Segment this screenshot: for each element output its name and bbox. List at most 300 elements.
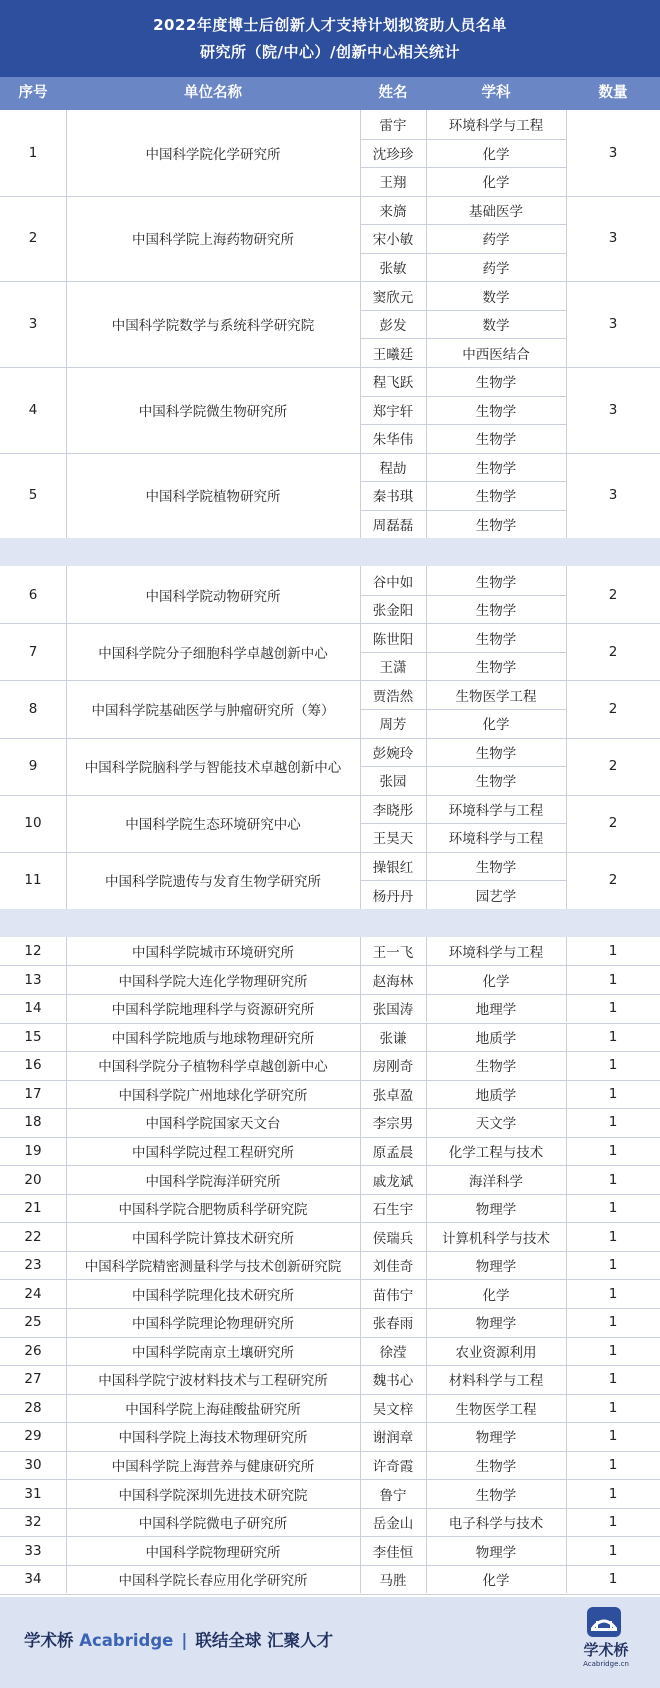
column-divider (566, 1365, 567, 1394)
column-divider (360, 680, 361, 737)
column-divider (66, 795, 67, 852)
column-divider (66, 1365, 67, 1394)
unit-name: 中国科学院植物研究所 (145, 489, 281, 506)
column-divider (426, 1165, 427, 1194)
column-divider (66, 1051, 67, 1080)
unit-name: 中国科学院物理研究所 (145, 1544, 281, 1561)
unit-name: 中国科学院国家天文台 (145, 1116, 281, 1133)
person-field: 生物学 (475, 603, 517, 620)
person-name: 刘佳奇 (372, 1259, 414, 1276)
column-divider (360, 1080, 361, 1109)
person-field: 生物学 (475, 375, 517, 392)
person-name: 马胜 (379, 1573, 407, 1590)
column-divider (66, 1023, 67, 1052)
person-field: 化学 (482, 146, 510, 163)
column-divider (426, 1222, 427, 1251)
unit-number: 5 (28, 487, 38, 504)
unit-number: 7 (28, 643, 38, 660)
person-field: 电子科学与技术 (448, 1516, 544, 1533)
column-divider (426, 1565, 427, 1594)
person-name: 鲁宁 (379, 1487, 407, 1504)
column-divider (66, 110, 67, 196)
column-divider (360, 1165, 361, 1194)
column-divider (426, 453, 427, 539)
person-name: 戚龙斌 (372, 1173, 414, 1190)
person-field: 地理学 (475, 1002, 517, 1019)
footer-tagline: 联结全球 汇聚人才 (195, 1631, 334, 1650)
column-divider (360, 196, 361, 282)
unit-number: 27 (24, 1371, 42, 1388)
person-field: 生物医学工程 (455, 1401, 537, 1418)
column-divider (360, 1536, 361, 1565)
column-divider (426, 1394, 427, 1423)
unit-name: 中国科学院化学研究所 (145, 146, 281, 163)
column-divider (360, 795, 361, 852)
unit-count: 1 (608, 1457, 618, 1474)
group-separator (0, 909, 660, 937)
column-divider (426, 1279, 427, 1308)
column-divider (360, 281, 361, 367)
unit-name: 中国科学院南京土壤研究所 (132, 1344, 294, 1361)
column-divider (360, 1137, 361, 1166)
brand-name-en: Acabridge (79, 1631, 174, 1650)
column-divider (566, 196, 567, 282)
person-name: 许奇霞 (372, 1459, 414, 1476)
person-name: 程飞跃 (372, 375, 414, 392)
person-name: 魏书心 (372, 1373, 414, 1390)
column-divider (426, 1308, 427, 1337)
column-divider (566, 1422, 567, 1451)
brand-separator: | (181, 1631, 188, 1650)
row-divider (360, 709, 566, 710)
logo-text: 学术桥 (583, 1641, 629, 1659)
unit-number: 31 (24, 1485, 42, 1502)
column-divider (66, 1337, 67, 1366)
unit-number: 30 (24, 1457, 42, 1474)
person-field: 生物学 (475, 574, 517, 591)
person-name: 程劼 (379, 460, 407, 477)
column-divider (566, 1308, 567, 1337)
person-field: 材料科学与工程 (448, 1373, 544, 1390)
person-field: 生物学 (475, 489, 517, 506)
column-divider (566, 1337, 567, 1366)
column-header-unit: 单位名称 (184, 85, 242, 101)
column-divider (66, 994, 67, 1023)
unit-count: 2 (608, 586, 618, 603)
person-field: 数学 (482, 318, 510, 335)
column-divider (566, 1251, 567, 1280)
column-divider (426, 1479, 427, 1508)
person-name: 沈珍珍 (372, 146, 414, 163)
unit-name: 中国科学院上海药物研究所 (132, 232, 294, 249)
row-divider (360, 253, 566, 254)
person-name: 秦书琪 (372, 489, 414, 506)
person-field: 生物学 (475, 517, 517, 534)
person-field: 生物学 (475, 745, 517, 762)
row-divider (360, 481, 566, 482)
unit-name: 中国科学院生态环境研究中心 (125, 817, 301, 834)
unit-name: 中国科学院大连化学物理研究所 (118, 973, 308, 990)
unit-number: 33 (24, 1542, 42, 1559)
column-divider (66, 1508, 67, 1537)
title-banner (0, 0, 660, 77)
person-field: 化学 (482, 717, 510, 734)
column-header-no: 序号 (18, 85, 48, 101)
column-divider (66, 196, 67, 282)
person-name: 石生宇 (372, 1202, 414, 1219)
unit-name: 中国科学院理化技术研究所 (132, 1287, 294, 1304)
person-field: 生物学 (475, 774, 517, 791)
row-divider (360, 766, 566, 767)
row-divider (360, 823, 566, 824)
column-divider (426, 1080, 427, 1109)
unit-number: 17 (24, 1085, 42, 1102)
person-name: 侯瑞兵 (372, 1230, 414, 1247)
column-divider (66, 453, 67, 539)
unit-count: 2 (608, 643, 618, 660)
column-divider (360, 1023, 361, 1052)
column-divider (426, 367, 427, 453)
row-divider (360, 652, 566, 653)
unit-name: 中国科学院合肥物质科学研究院 (118, 1202, 308, 1219)
unit-count: 1 (608, 1542, 618, 1559)
column-divider (66, 281, 67, 367)
unit-number: 23 (24, 1257, 42, 1274)
unit-count: 1 (608, 1171, 618, 1188)
column-divider (66, 1451, 67, 1480)
column-divider (566, 852, 567, 909)
row-divider (360, 595, 566, 596)
column-divider (360, 1194, 361, 1223)
person-name: 操银红 (372, 860, 414, 877)
unit-number: 12 (24, 943, 42, 960)
column-divider (426, 1108, 427, 1137)
person-name: 朱华伟 (372, 432, 414, 449)
column-divider (66, 1308, 67, 1337)
column-divider (566, 1279, 567, 1308)
column-divider (66, 937, 67, 966)
person-name: 张金阳 (372, 603, 414, 620)
data-table (0, 110, 660, 1597)
column-divider (566, 1479, 567, 1508)
column-divider (566, 1023, 567, 1052)
column-divider (66, 1565, 67, 1594)
column-divider (426, 1451, 427, 1480)
column-divider (66, 852, 67, 909)
logo-url: Acabridge.cn (583, 1660, 629, 1668)
person-name: 张国涛 (372, 1002, 414, 1019)
person-name: 原孟晨 (372, 1144, 414, 1161)
unit-count: 2 (608, 872, 618, 889)
unit-number: 6 (28, 586, 38, 603)
footer-bar (0, 1597, 660, 1688)
person-field: 农业资源利用 (455, 1344, 537, 1361)
unit-number: 15 (24, 1028, 42, 1045)
unit-number: 18 (24, 1114, 42, 1131)
column-divider (566, 367, 567, 453)
acabridge-logo (574, 1607, 644, 1681)
person-name: 赵海林 (372, 973, 414, 990)
unit-number: 9 (28, 758, 38, 775)
column-divider (566, 110, 567, 196)
person-field: 环境科学与工程 (448, 802, 544, 819)
person-name: 岳金山 (372, 1516, 414, 1533)
column-header-count: 数量 (598, 85, 628, 101)
column-divider (66, 1251, 67, 1280)
unit-number: 19 (24, 1142, 42, 1159)
unit-name: 中国科学院上海硅酸盐研究所 (125, 1401, 301, 1418)
footer-slogan (24, 1627, 333, 1651)
unit-count: 1 (608, 943, 618, 960)
unit-count: 1 (608, 1000, 618, 1017)
person-field: 海洋科学 (469, 1173, 523, 1190)
person-field: 生物学 (475, 1487, 517, 1504)
unit-count: 3 (608, 487, 618, 504)
unit-count: 1 (608, 1371, 618, 1388)
column-divider (66, 1394, 67, 1423)
column-divider (566, 994, 567, 1023)
unit-number: 14 (24, 1000, 42, 1017)
unit-number: 34 (24, 1571, 42, 1588)
column-divider (360, 994, 361, 1023)
person-field: 地质学 (475, 1030, 517, 1047)
person-field: 药学 (482, 232, 510, 249)
unit-name: 中国科学院上海营养与健康研究所 (111, 1459, 315, 1476)
unit-name: 中国科学院理论物理研究所 (132, 1316, 294, 1333)
column-divider (566, 1222, 567, 1251)
column-divider (360, 367, 361, 453)
person-name: 张春雨 (372, 1316, 414, 1333)
row-divider (360, 424, 566, 425)
unit-name: 中国科学院计算技术研究所 (132, 1230, 294, 1247)
unit-count: 1 (608, 1285, 618, 1302)
person-field: 生物学 (475, 432, 517, 449)
column-divider (566, 1165, 567, 1194)
unit-number: 16 (24, 1057, 42, 1074)
column-divider (360, 937, 361, 966)
person-name: 李晓彤 (372, 802, 414, 819)
person-field: 物理学 (475, 1430, 517, 1447)
unit-number: 32 (24, 1514, 42, 1531)
person-field: 生物学 (475, 403, 517, 420)
person-field: 生物学 (475, 631, 517, 648)
row-divider (360, 310, 566, 311)
unit-number: 29 (24, 1428, 42, 1445)
column-divider (426, 1508, 427, 1537)
unit-name: 中国科学院地质与地球物理研究所 (111, 1030, 315, 1047)
person-name: 杨丹丹 (372, 888, 414, 905)
column-divider (566, 795, 567, 852)
column-divider (66, 1137, 67, 1166)
unit-number: 11 (24, 872, 42, 889)
column-divider (66, 1165, 67, 1194)
unit-name: 中国科学院宁波材料技术与工程研究所 (98, 1373, 328, 1390)
person-name: 谢润章 (372, 1430, 414, 1447)
unit-name: 中国科学院遗传与发育生物学研究所 (105, 874, 321, 891)
person-field: 物理学 (475, 1202, 517, 1219)
person-field: 基础医学 (469, 203, 523, 220)
column-divider (360, 1565, 361, 1594)
person-name: 王昊天 (372, 831, 414, 848)
column-divider (360, 1508, 361, 1537)
column-divider (360, 566, 361, 623)
unit-name: 中国科学院分子植物科学卓越创新中心 (98, 1059, 328, 1076)
row-divider (0, 1594, 660, 1595)
column-divider (66, 738, 67, 795)
unit-number: 4 (28, 401, 38, 418)
column-divider (426, 965, 427, 994)
person-field: 化学工程与技术 (448, 1144, 544, 1161)
person-name: 张卓盈 (372, 1087, 414, 1104)
person-field: 生物学 (475, 660, 517, 677)
person-field: 生物学 (475, 460, 517, 477)
unit-name: 中国科学院脑科学与智能技术卓越创新中心 (84, 760, 342, 777)
person-name: 彭婉玲 (372, 745, 414, 762)
unit-count: 1 (608, 1057, 618, 1074)
unit-count: 1 (608, 1314, 618, 1331)
unit-count: 2 (608, 758, 618, 775)
column-divider (66, 623, 67, 680)
unit-count: 1 (608, 1142, 618, 1159)
unit-count: 1 (608, 1428, 618, 1445)
column-divider (566, 1451, 567, 1480)
group-separator (0, 538, 660, 566)
column-divider (426, 566, 427, 623)
column-divider (566, 1565, 567, 1594)
column-divider (566, 623, 567, 680)
row-divider (360, 396, 566, 397)
person-name: 吴文梓 (372, 1401, 414, 1418)
person-field: 环境科学与工程 (448, 118, 544, 135)
brand-name-cn: 学术桥 (24, 1631, 74, 1650)
column-divider (66, 680, 67, 737)
column-divider (566, 1536, 567, 1565)
person-field: 药学 (482, 261, 510, 278)
column-divider (566, 1194, 567, 1223)
person-name: 宋小敏 (372, 232, 414, 249)
person-name: 李佳恒 (372, 1544, 414, 1561)
column-divider (566, 1137, 567, 1166)
unit-count: 1 (608, 1399, 618, 1416)
unit-count: 1 (608, 1114, 618, 1131)
unit-name: 中国科学院过程工程研究所 (132, 1144, 294, 1161)
column-divider (426, 680, 427, 737)
column-divider (426, 1051, 427, 1080)
person-field: 计算机科学与技术 (442, 1230, 550, 1247)
person-field: 生物学 (475, 1059, 517, 1076)
column-divider (566, 281, 567, 367)
unit-count: 1 (608, 971, 618, 988)
person-name: 张园 (379, 774, 407, 791)
person-name: 陈世阳 (372, 631, 414, 648)
unit-name: 中国科学院分子细胞科学卓越创新中心 (98, 645, 328, 662)
person-name: 王潇 (379, 660, 407, 677)
column-divider (360, 1108, 361, 1137)
person-field: 化学 (482, 1573, 510, 1590)
row-divider (360, 880, 566, 881)
column-divider (566, 738, 567, 795)
person-field: 天文学 (475, 1116, 517, 1133)
column-divider (66, 1194, 67, 1223)
unit-name: 中国科学院微电子研究所 (138, 1516, 288, 1533)
person-name: 贾浩然 (372, 688, 414, 705)
person-name: 王一飞 (372, 945, 414, 962)
column-divider (566, 1108, 567, 1137)
column-divider (360, 453, 361, 539)
unit-count: 1 (608, 1200, 618, 1217)
column-divider (360, 1451, 361, 1480)
column-divider (426, 795, 427, 852)
person-name: 来旖 (379, 203, 407, 220)
column-divider (66, 1222, 67, 1251)
unit-name: 中国科学院基础医学与肿瘤研究所（筹） (91, 702, 335, 719)
person-field: 地质学 (475, 1087, 517, 1104)
unit-name: 中国科学院上海技术物理研究所 (118, 1430, 308, 1447)
column-divider (360, 110, 361, 196)
unit-number: 22 (24, 1228, 42, 1245)
unit-count: 3 (608, 316, 618, 333)
person-name: 徐滢 (379, 1344, 407, 1361)
unit-count: 1 (608, 1257, 618, 1274)
person-name: 张谦 (379, 1030, 407, 1047)
person-name: 谷中如 (372, 574, 414, 591)
unit-count: 2 (608, 815, 618, 832)
person-field: 化学 (482, 175, 510, 192)
column-divider (360, 965, 361, 994)
column-divider (360, 623, 361, 680)
column-divider (360, 1308, 361, 1337)
column-divider (426, 1023, 427, 1052)
person-field: 生物学 (475, 1459, 517, 1476)
column-divider (426, 937, 427, 966)
column-divider (360, 1222, 361, 1251)
column-divider (426, 1194, 427, 1223)
unit-number: 2 (28, 230, 38, 247)
column-divider (360, 1279, 361, 1308)
column-divider (360, 1051, 361, 1080)
unit-name: 中国科学院数学与系统科学研究院 (111, 318, 315, 335)
column-divider (566, 1508, 567, 1537)
unit-count: 1 (608, 1514, 618, 1531)
person-name: 张敏 (379, 261, 407, 278)
person-name: 雷宇 (379, 118, 407, 135)
row-divider (360, 167, 566, 168)
column-divider (66, 1080, 67, 1109)
person-field: 物理学 (475, 1259, 517, 1276)
unit-count: 1 (608, 1342, 618, 1359)
person-name: 苗伟宁 (372, 1287, 414, 1304)
column-divider (566, 680, 567, 737)
row-divider (360, 338, 566, 339)
person-field: 物理学 (475, 1544, 517, 1561)
person-name: 彭发 (379, 318, 407, 335)
column-divider (566, 1394, 567, 1423)
column-divider (426, 1365, 427, 1394)
column-divider (566, 965, 567, 994)
unit-name: 中国科学院地理科学与资源研究所 (111, 1002, 315, 1019)
unit-count: 1 (608, 1485, 618, 1502)
column-divider (566, 566, 567, 623)
column-divider (566, 1080, 567, 1109)
person-name: 王曦廷 (372, 346, 414, 363)
person-field: 化学 (482, 973, 510, 990)
unit-number: 1 (28, 144, 38, 161)
column-divider (66, 965, 67, 994)
unit-name: 中国科学院海洋研究所 (145, 1173, 281, 1190)
unit-number: 3 (28, 316, 38, 333)
column-divider (566, 937, 567, 966)
column-divider (360, 1394, 361, 1423)
